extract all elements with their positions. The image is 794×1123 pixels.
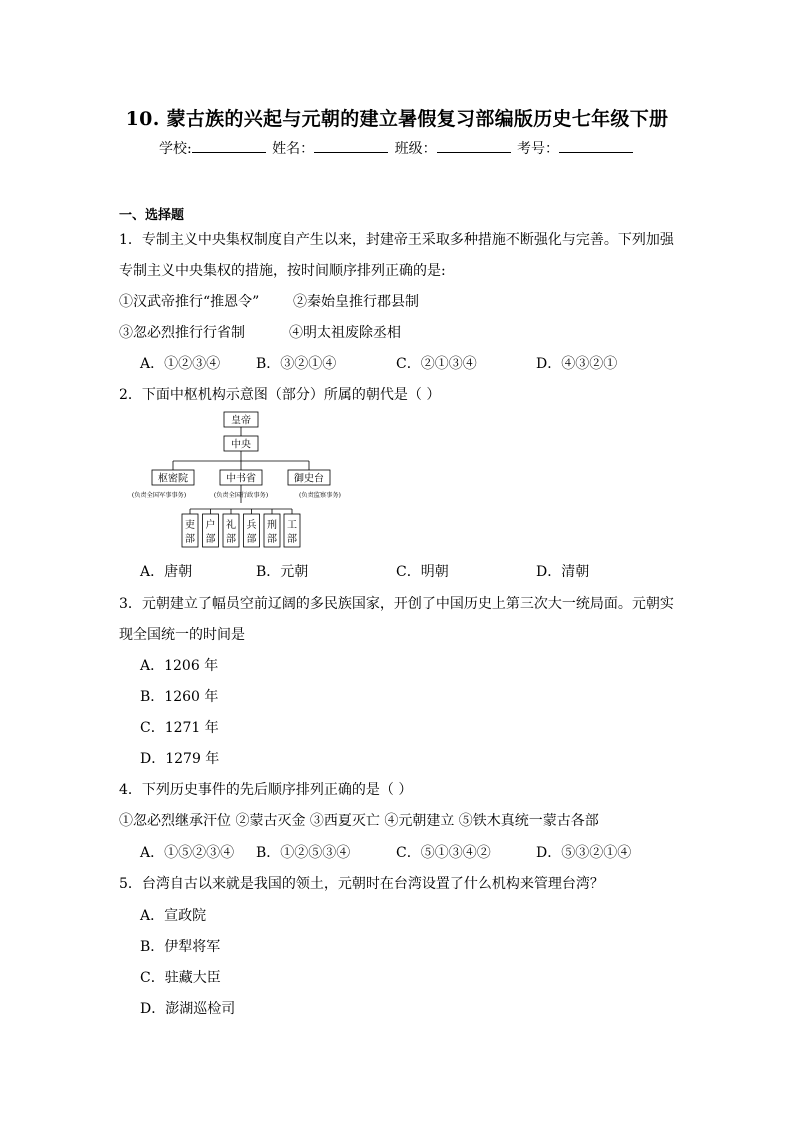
ministry-label: 刑部 — [267, 520, 277, 545]
q3-stem-line2: 现全国统一的时间是 — [119, 627, 245, 643]
exam-no-blank[interactable] — [559, 138, 633, 153]
q2-option-a[interactable]: A．唐朝 — [140, 564, 193, 580]
q4-option-a[interactable]: A．①⑤②③④ — [140, 845, 235, 861]
diagram-branch-note: (负责全国军事事务) — [131, 492, 187, 499]
q2-option-b[interactable]: B．元朝 — [256, 564, 309, 580]
school-blank[interactable] — [192, 138, 266, 153]
q1-option-c[interactable]: C．②①③④ — [396, 356, 477, 372]
q1-item-a: ①汉武帝推行“推恩令” — [119, 294, 260, 310]
school-label: 学校: — [158, 141, 192, 157]
name-blank[interactable] — [314, 138, 388, 153]
ministry-label: 户部 — [205, 520, 216, 545]
q4-items: ①忽必烈继承汗位 ②蒙古灭金 ③西夏灭亡 ④元朝建立 ⑤铁木真统一蒙古各部 — [119, 813, 599, 829]
q5-option-c[interactable]: C．驻藏大臣 — [140, 970, 221, 986]
q1-option-a[interactable]: A．①②③④ — [140, 356, 221, 372]
q5-stem: 5．台湾自古以来就是我国的领土，元朝时在台湾设置了什么机构来管理台湾？ — [119, 876, 604, 892]
q1-item-d: ④明太祖废除丞相 — [289, 325, 401, 341]
q4-option-d[interactable]: D．⑤③②①④ — [536, 845, 632, 861]
q5-option-b[interactable]: B．伊犁将军 — [140, 939, 221, 955]
q4-stem: 4．下列历史事件的先后顺序排列正确的是（ ） — [119, 782, 413, 798]
q5-option-d[interactable]: D．澎湖巡检司 — [140, 1001, 236, 1017]
diagram-emperor-label: 皇帝 — [231, 415, 251, 427]
central-organization-diagram — [117, 410, 357, 552]
q1-stem-line1: 1．专制主义中央集权制度自产生以来，封建帝王采取多种措施不断强化与完善。下列加强 — [119, 232, 674, 248]
q3-option-a[interactable]: A．1206 年 — [140, 658, 219, 674]
name-label: 姓名： — [272, 141, 315, 157]
q1-stem-line2: 专制主义中央集权的措施，按时间顺序排列正确的是: — [119, 263, 446, 279]
diagram-branch-label: 枢密院 — [158, 473, 188, 485]
q1-option-b[interactable]: B．③②①④ — [256, 356, 337, 372]
class-label: 班级： — [394, 141, 437, 157]
ministry-label: 兵部 — [246, 520, 257, 545]
q5-option-a[interactable]: A．宣政院 — [140, 908, 207, 924]
q2-option-d[interactable]: D．清朝 — [536, 564, 590, 580]
q3-stem-line1: 3．元朝建立了幅员空前辽阔的多民族国家，开创了中国历史上第三次大一统局面。元朝实 — [119, 596, 674, 612]
class-blank[interactable] — [437, 138, 511, 153]
q1-item-b: ②秦始皇推行郡县制 — [293, 294, 419, 310]
student-info-row — [0, 138, 794, 158]
page-title: 10. 蒙古族的兴起与元朝的建立暑假复习部编版历史七年级下册 — [125, 108, 669, 130]
diagram-branch-label: 中书省 — [226, 473, 256, 485]
q2-stem: 2．下面中枢机构示意图（部分）所属的朝代是（ ） — [119, 387, 441, 403]
diagram-center-label: 中央 — [231, 439, 251, 451]
q3-option-b[interactable]: B．1260 年 — [140, 689, 219, 705]
diagram-branch-note: (负责监察事务) — [299, 492, 341, 499]
ministry-label: 工部 — [287, 520, 297, 545]
q2-option-c[interactable]: C．明朝 — [396, 564, 449, 580]
q3-option-c[interactable]: C．1271 年 — [140, 720, 219, 736]
q1-option-d[interactable]: D．④③②① — [536, 356, 618, 372]
exam-no-label: 考号： — [517, 141, 560, 157]
q4-option-b[interactable]: B．①②⑤③④ — [256, 845, 351, 861]
section-heading: 一、选择题 — [119, 208, 185, 223]
diagram-branch-label: 御史台 — [294, 473, 324, 485]
diagram-branch-note: (负责全国行政事务) — [213, 492, 269, 499]
q1-item-c: ③忽必烈推行行省制 — [119, 325, 245, 341]
q4-option-c[interactable]: C．⑤①③④② — [396, 845, 491, 861]
q3-option-d[interactable]: D．1279 年 — [140, 751, 220, 767]
ministry-label: 吏部 — [185, 520, 195, 545]
ministry-label: 礼部 — [226, 520, 236, 545]
